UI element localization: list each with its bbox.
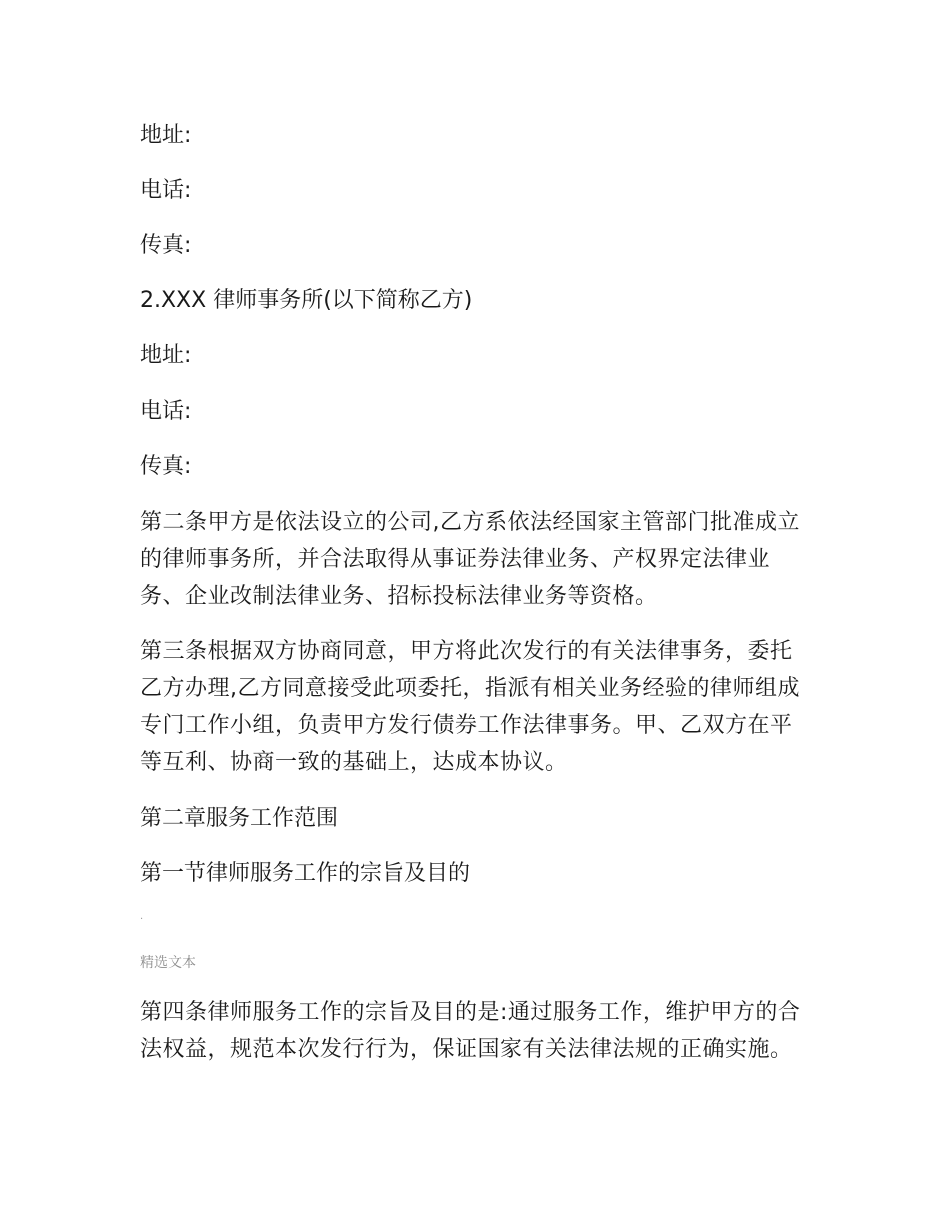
party-a-address-label: 地址: <box>140 123 192 148</box>
party-b-fax-label: 传真: <box>140 454 192 479</box>
footer-label: 精选文本 <box>140 955 196 971</box>
article-2-paragraph: 第二条甲方是依法设立的公司,乙方系依法经国家主管部门批准成立的律师事务所，并合法取得从事证券法律业务、产权界定法律业务、企业改制法律业务、招标投标法律业务等资格。 <box>140 510 800 609</box>
party-a-fax-label: 传真: <box>140 233 192 258</box>
party-b-address-label: 地址: <box>140 343 192 368</box>
party-b-heading: 2.XXX 律师事务所(以下简称乙方) <box>140 288 473 313</box>
article-3-paragraph: 第三条根据双方协商同意，甲方将此次发行的有关法律事务，委托乙方办理,乙方同意接受此项委托，指派有相关业务经验的律师组成专门工作小组，负责甲方发行债券工作法律事务。甲、乙双方在平等互利、协商一致的基础上，达成本协议。 <box>140 639 800 775</box>
section-1-title: 第一节律师服务工作的宗旨及目的 <box>140 861 471 886</box>
party-a-phone-label: 电话: <box>140 178 192 203</box>
footer-dot: · <box>140 914 144 925</box>
chapter-2-title: 第二章服务工作范围 <box>140 806 339 831</box>
party-b-phone-label: 电话: <box>140 399 192 424</box>
article-4-paragraph: 第四条律师服务工作的宗旨及目的是:通过服务工作，维护甲方的合法权益，规范本次发行行为，保证国家有关法律法规的正确实施。 <box>140 1000 801 1062</box>
